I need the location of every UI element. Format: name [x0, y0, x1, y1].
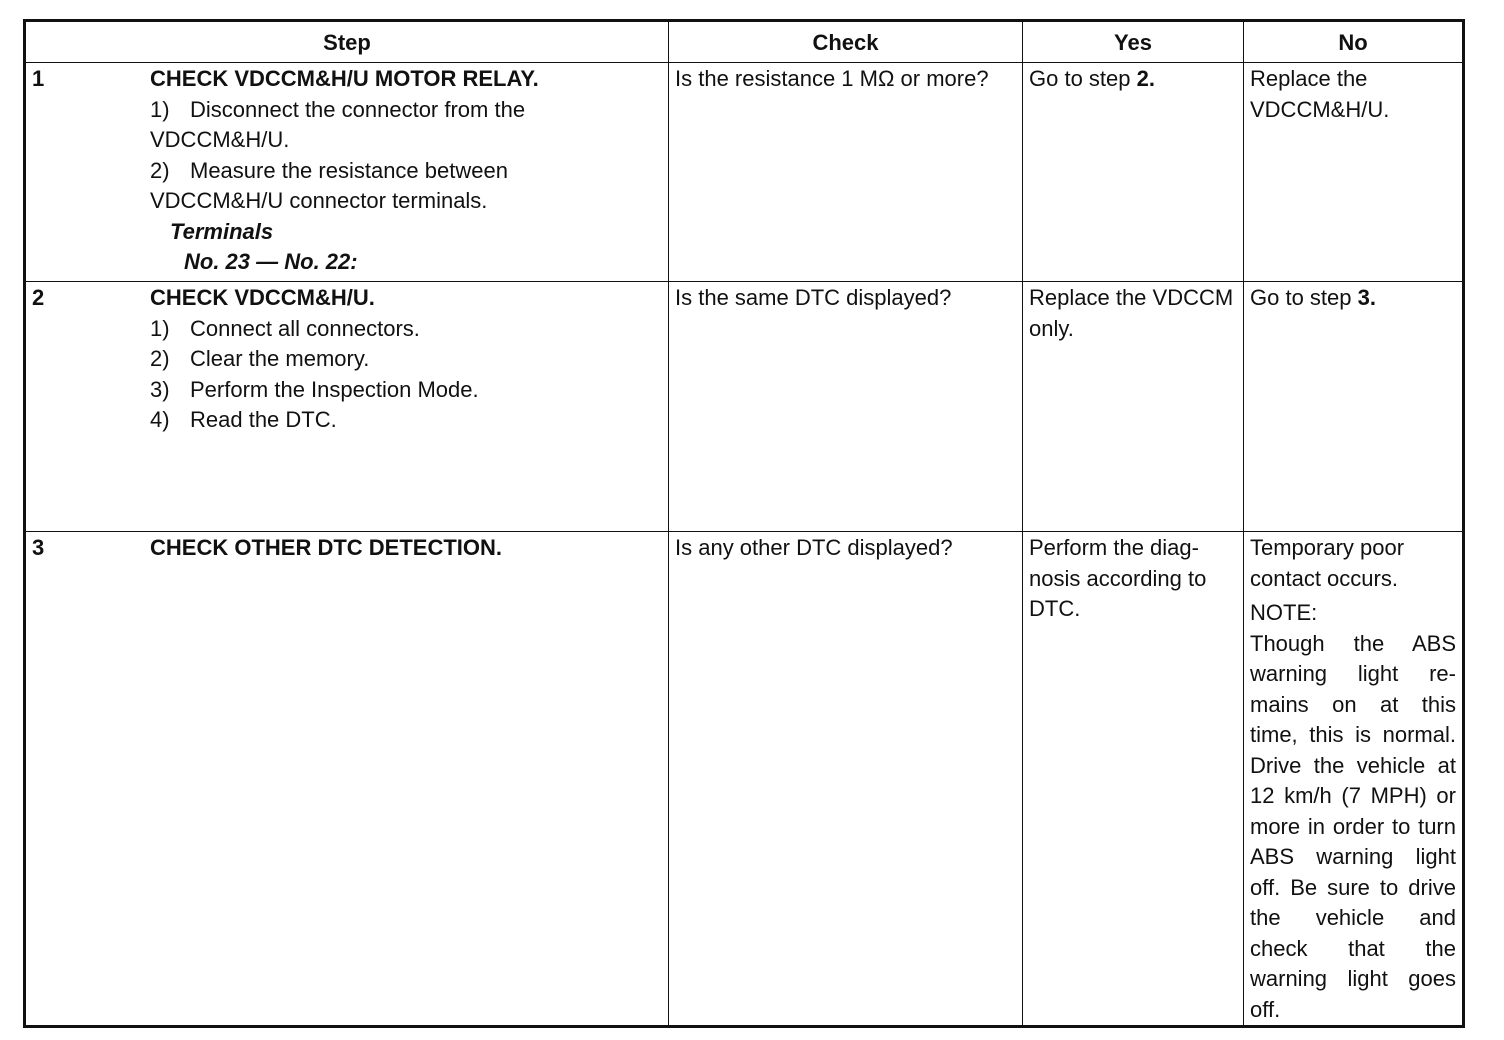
- step-cell: [25, 532, 669, 1027]
- step-title: CHECK OTHER DTC DETECTION.: [150, 535, 502, 560]
- yes-text: Replace the VDCCM only.: [1029, 285, 1234, 341]
- substep-number: 3): [150, 376, 170, 402]
- substep: [150, 156, 662, 187]
- step-reference: 3: [1357, 285, 1370, 310]
- yes-prefix: Go to step: [1029, 66, 1137, 91]
- substep-text: Connect all connectors.: [190, 315, 420, 341]
- step-reference: 2: [1136, 66, 1149, 91]
- no-text: [1244, 282, 1462, 314]
- substep-number: 2): [150, 346, 170, 371]
- substep: [150, 344, 662, 375]
- header-no: No: [1244, 21, 1464, 63]
- yes-cell: [1023, 282, 1244, 532]
- substep-text: Perform the Inspection Mode.: [190, 376, 479, 402]
- no-text: Temporary poor contact occurs.: [1250, 535, 1405, 591]
- yes-cell: [1023, 63, 1244, 282]
- diagnostic-table: [23, 19, 1465, 1028]
- substep-text: Disconnect the connector from the: [190, 96, 526, 122]
- substep-number: 1): [150, 315, 170, 341]
- substep: [150, 314, 662, 345]
- no-suffix: .: [1369, 285, 1376, 310]
- step-number: 1: [32, 66, 45, 91]
- step-number: 2: [32, 285, 45, 310]
- note-label: NOTE:: [1250, 600, 1318, 625]
- substep: [150, 95, 662, 126]
- header-check: Check: [669, 21, 1023, 63]
- note-text: Though the ABS warning light re-mains on at this time, this is normal. Drive the vehicle at 12 km/h (7 MPH) or more in order to turn ABS warning light off. Be sure to drive the vehicle and check that the warning light goes off.: [1250, 630, 1456, 1022]
- substep-text: Measure the resistance between: [190, 157, 508, 183]
- no-text: Replace the VDCCM&H/U.: [1250, 66, 1390, 122]
- substep-number: 1): [150, 96, 170, 122]
- check-cell: [669, 282, 1023, 532]
- check-cell: [669, 63, 1023, 282]
- header-yes: Yes: [1023, 21, 1244, 63]
- substep: [150, 375, 662, 406]
- no-cell: [1244, 532, 1464, 1027]
- substep-continuation: VDCCM&H/U connector terminals.: [150, 188, 488, 213]
- terminals-label: Terminals: [170, 218, 274, 244]
- substep: [150, 405, 662, 436]
- step-cell: [25, 282, 669, 532]
- yes-text: Perform the diag-nosis according to DTC.: [1029, 535, 1207, 621]
- step-number: 3: [32, 535, 45, 560]
- yes-suffix: .: [1148, 66, 1155, 91]
- step-title: CHECK VDCCM&H/U.: [150, 285, 375, 310]
- table-row: [25, 532, 1464, 1027]
- header-row: [25, 21, 1464, 63]
- yes-text: [1023, 63, 1243, 95]
- substep-text: Read the DTC.: [190, 407, 337, 432]
- terminals-value: No. 23 — No. 22:: [184, 249, 358, 274]
- check-cell: [669, 532, 1023, 1027]
- check-text: Is any other DTC displayed?: [675, 535, 953, 560]
- check-text: Is the resistance 1 MΩ or more?: [675, 66, 989, 91]
- header-step: Step: [25, 21, 669, 63]
- substep-number: 2): [150, 157, 170, 183]
- substep-number: 4): [150, 407, 170, 432]
- no-cell: [1244, 63, 1464, 282]
- no-prefix: Go to step: [1250, 285, 1358, 310]
- table-row: [25, 282, 1464, 532]
- yes-cell: [1023, 532, 1244, 1027]
- step-cell: [25, 63, 669, 282]
- check-text: Is the same DTC displayed?: [675, 285, 952, 310]
- substep-continuation: VDCCM&H/U.: [150, 127, 290, 152]
- no-cell: [1244, 282, 1464, 532]
- substep-text: Clear the memory.: [190, 346, 370, 371]
- table-row: [25, 63, 1464, 282]
- step-title: CHECK VDCCM&H/U MOTOR RELAY.: [150, 66, 539, 91]
